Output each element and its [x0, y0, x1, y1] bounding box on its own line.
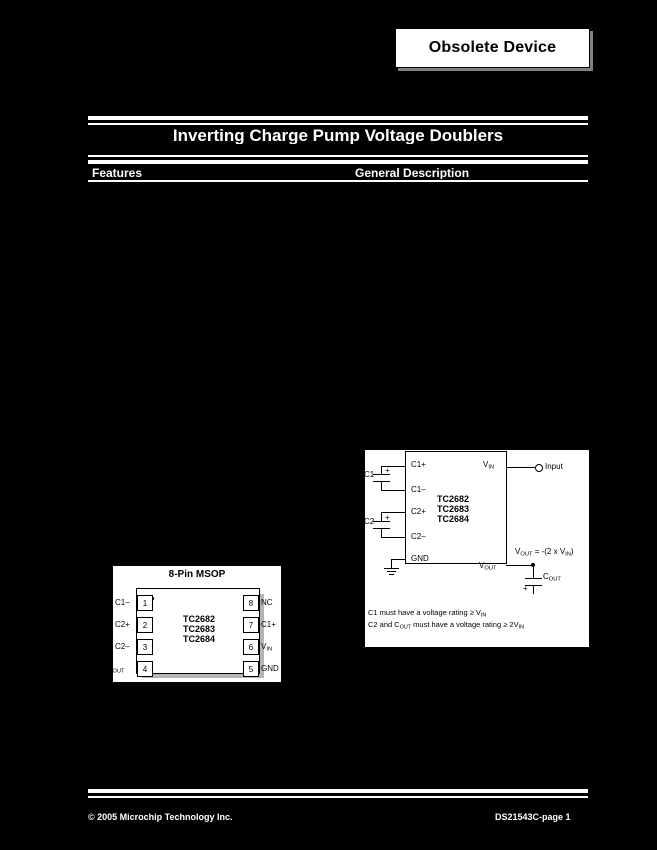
pin-number-3: 3 [137, 639, 153, 655]
pin-label-6: $V_{IN}$ [261, 642, 273, 653]
cap-cout-plate-top [525, 578, 542, 579]
wire-vout [506, 565, 534, 566]
wire-gnd-v [391, 559, 392, 568]
cap-cout-label: $C_{OUT}$ [543, 572, 561, 583]
package-title: 8-Pin MSOP [168, 569, 226, 580]
note-c2-rating: C2 and $C_{OUT}$ must have a voltage rating ≥ $2V_{IN}$ [368, 620, 524, 631]
footer-copyright: © 2005 Microchip Technology Inc. [88, 812, 233, 822]
ic-part-number-1: TC2682 [437, 494, 470, 504]
wire-c1-top-v [381, 466, 382, 474]
cap-cout-polarity: + [523, 584, 528, 593]
cap-c2-label: C2 [364, 517, 375, 526]
gnd-bar-2 [387, 571, 396, 572]
package-part-numbers [168, 614, 230, 644]
page-title: Inverting Charge Pump Voltage Doublers [172, 128, 504, 144]
pin-label-8: NC [261, 598, 273, 607]
pin-label-c2-plus: C2+ [411, 507, 426, 516]
masthead-rule-mid2 [88, 160, 588, 164]
masthead-rule-top [88, 116, 588, 120]
package-pinout-diagram [107, 566, 281, 682]
footer-doc-id: DS21543C-page 1 [495, 812, 571, 822]
pin-label-7: C1+ [261, 620, 276, 629]
wire-c1-bot-v [381, 482, 382, 491]
pin-number-2: 2 [137, 617, 153, 633]
pin-label-3: C2– [115, 642, 130, 651]
pin-number-5: 5 [243, 661, 259, 677]
application-circuit-diagram [364, 449, 590, 648]
vout-equation: $V_{OUT} = -(2$ x $V_{IN}$) [515, 547, 574, 558]
cap-c1-plate-bottom [373, 481, 390, 482]
obsolete-device-banner [395, 28, 590, 68]
package-part-number-2: TC2683 [182, 624, 216, 634]
wire-input [506, 467, 536, 468]
pin-label-vout: $V_{OUT}$ [479, 561, 497, 572]
input-terminal-icon [535, 464, 543, 472]
wire-c2-minus [381, 537, 405, 538]
ic-part-number-3: TC2684 [437, 514, 470, 524]
cap-c2-polarity: + [385, 513, 390, 522]
pin-label-c1-plus: C1+ [411, 460, 426, 469]
general-description-heading: General Description [355, 167, 470, 179]
pin-label-c2-minus: C2– [411, 532, 426, 541]
pin-label-4: $V_{OUT}$ [107, 664, 125, 675]
footer-rule-top [88, 789, 588, 793]
gnd-bar-1 [384, 568, 399, 569]
masthead-rule-bottom [88, 180, 588, 182]
wire-c2-top-v [381, 512, 382, 521]
features-heading: Features [92, 167, 143, 179]
wire-c1-minus [381, 490, 405, 491]
ic-part-number-2: TC2683 [437, 504, 470, 514]
pin-label-gnd: GND [411, 554, 429, 563]
wire-cout-v [533, 565, 534, 578]
cap-c1-label: C1 [364, 470, 375, 479]
obsolete-device-label: Obsolete Device [428, 39, 557, 56]
cap-c1-polarity: + [385, 466, 390, 475]
pin-number-6: 6 [243, 639, 259, 655]
pin-label-2: C2+ [115, 620, 130, 629]
pin-label-5: GND [261, 664, 279, 673]
pin-label-c1-minus: C1– [411, 485, 426, 494]
package-part-number-3: TC2684 [182, 634, 216, 644]
input-label: Input [545, 462, 563, 471]
pin-label-vin: $V_{IN}$ [483, 460, 495, 471]
pin-number-4: 4 [137, 661, 153, 677]
cap-c2-plate-bottom [373, 528, 390, 529]
package-part-number-1: TC2682 [182, 614, 216, 624]
wire-c2-bot-v [381, 529, 382, 538]
wire-gnd [391, 559, 406, 560]
note-c1-rating: C1 must have a voltage rating ≥ $V_{IN}$ [368, 608, 487, 619]
wire-cout-bottom [533, 585, 534, 594]
masthead-rule-mid [88, 155, 588, 157]
pin-number-8: 8 [243, 595, 259, 611]
ic-part-numbers [437, 494, 469, 524]
gnd-bar-3 [389, 574, 394, 575]
pin-label-1: C1– [115, 598, 130, 607]
footer-rule-bottom [88, 796, 588, 798]
pin-number-7: 7 [243, 617, 259, 633]
masthead-rule-top2 [88, 123, 588, 125]
pin-number-1: 1 [137, 595, 153, 611]
